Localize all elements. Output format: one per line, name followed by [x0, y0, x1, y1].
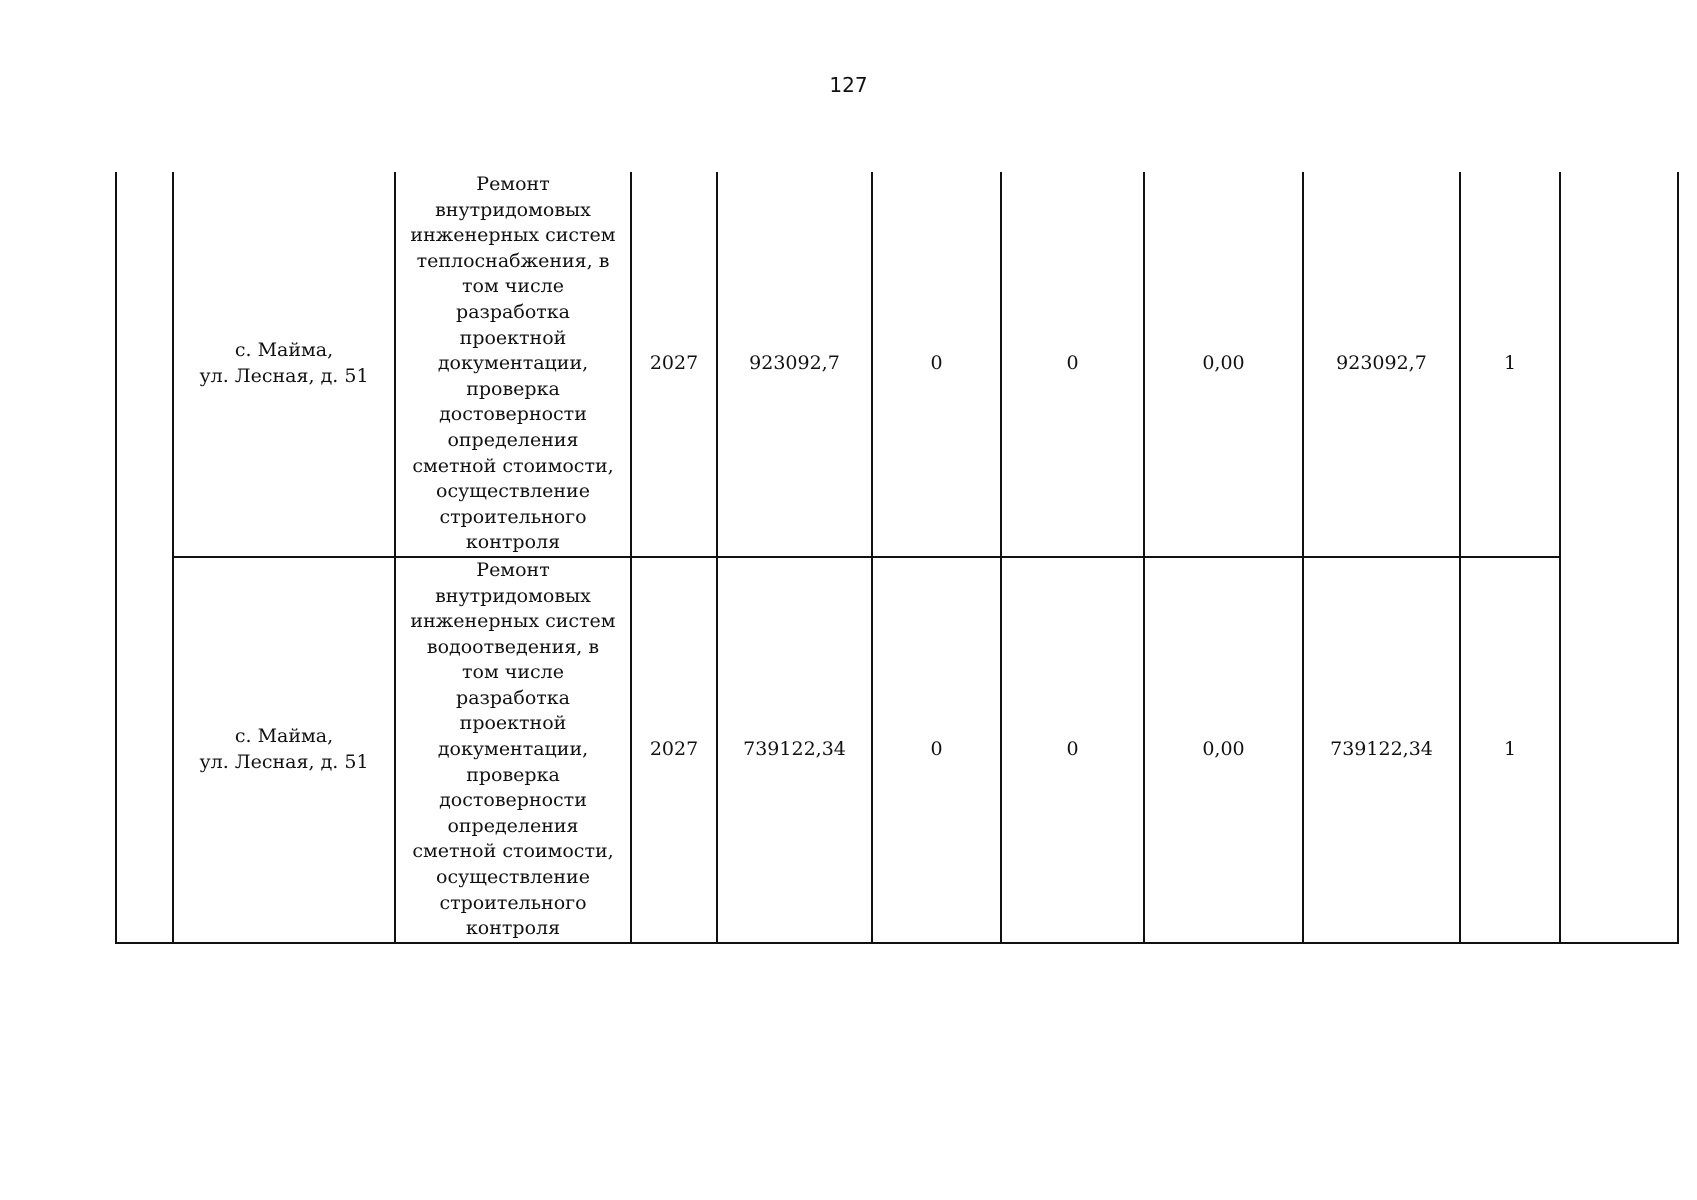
fund-cost-cell: 923092,7: [1303, 172, 1460, 557]
table-row: [116, 172, 1678, 557]
row-number-cell: [116, 172, 173, 943]
year-cell: 2027: [631, 172, 717, 557]
total-cost-cell: 923092,7: [717, 172, 872, 557]
funding-cell-2: 0: [1001, 557, 1144, 943]
funding-cell-3: 0,00: [1144, 557, 1303, 943]
address-cell: [173, 557, 395, 943]
work-type-cell: Ремонт внутридомовых инженерных систем теплоснабжения, в том числе разработка проектной документации, проверка достоверности определения сметной стоимости, осуществление строительного контроля: [395, 172, 631, 557]
repair-plan-table: [115, 172, 1679, 944]
funding-cell-1: 0: [872, 557, 1001, 943]
last-column-cell: [1560, 172, 1678, 943]
count-cell: 1: [1460, 172, 1560, 557]
page-number: 127: [829, 73, 868, 97]
year-cell: 2027: [631, 557, 717, 943]
funding-cell-2: 0: [1001, 172, 1144, 557]
funding-cell-3: 0,00: [1144, 172, 1303, 557]
count-cell: 1: [1460, 557, 1560, 943]
table-row: [116, 557, 1678, 943]
address-settlement: с. Майма,: [234, 339, 334, 362]
address-street: ул. Лесная, д. 51: [199, 750, 369, 773]
funding-cell-1: 0: [872, 172, 1001, 557]
address-settlement: с. Майма,: [234, 725, 334, 748]
fund-cost-cell: 739122,34: [1303, 557, 1460, 943]
address-cell: [173, 172, 395, 557]
address-street: ул. Лесная, д. 51: [199, 364, 369, 387]
work-type-cell: Ремонт внутридомовых инженерных систем водоотведения, в том числе разработка проектной документации, проверка достоверности определения сметной стоимости, осуществление строительного контроля: [395, 557, 631, 943]
total-cost-cell: 739122,34: [717, 557, 872, 943]
